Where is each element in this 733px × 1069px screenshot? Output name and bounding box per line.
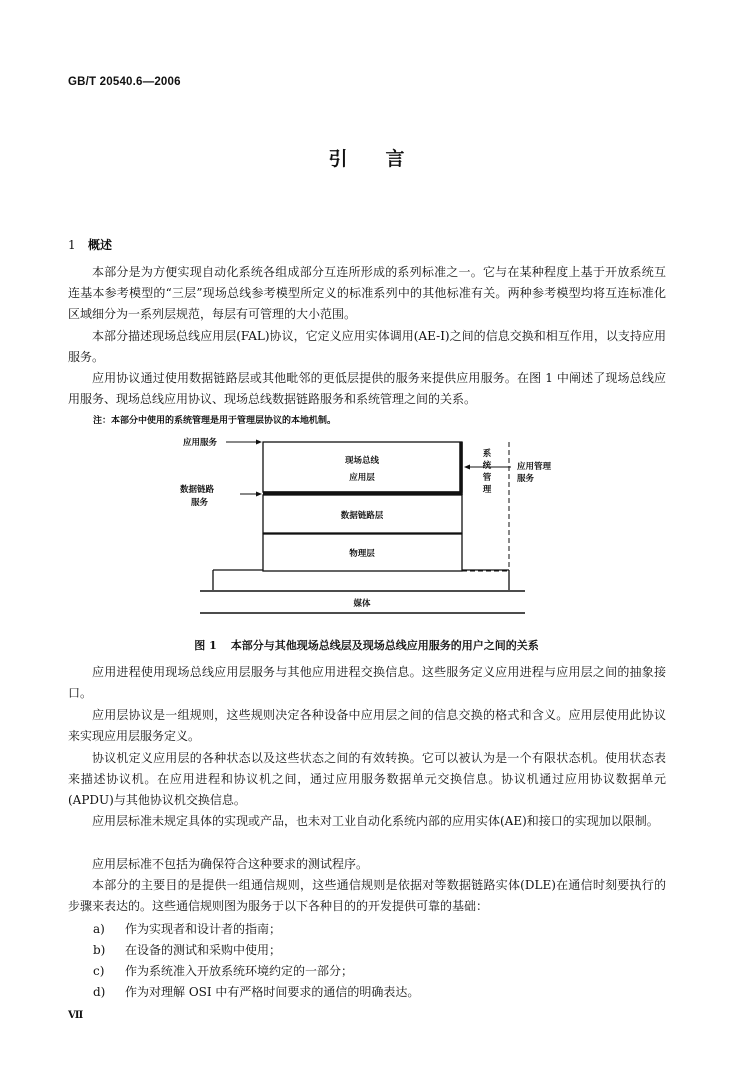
layer-diagram: [0, 428, 733, 628]
list-mark: c): [93, 964, 105, 978]
label-sysmgmt-3: 管: [482, 473, 492, 483]
note: 注：本部分中使用的系统管理是用于管理层协议的本地机制。: [93, 416, 337, 426]
list-mark: d): [93, 985, 106, 999]
label-sysmgmt-4: 理: [482, 485, 492, 495]
paragraph-body-2: 应用层协议是一组规则，这些规则决定各种设备中应用层之间的信息交换的格式和含义。应用层使用此协议来实现应用层服务定义。: [68, 708, 666, 744]
label-dl-service-1: 数据链路: [180, 485, 215, 495]
list-item: [93, 962, 353, 979]
list-mark: a): [93, 922, 105, 936]
fal-box: [263, 442, 462, 492]
paragraph-body-5: 应用层标准不包括为确保符合这种要求的测试程序。: [92, 857, 369, 871]
page-title: 引言: [328, 148, 443, 170]
label-medium: 媒体: [353, 599, 371, 609]
label-app-mgmt-2: 服务: [517, 474, 535, 484]
paragraph-intro-1: 本部分是为方便实现自动化系统各组成部分互连所形成的系列标准之一。它与在某种程度上基于开放系统互连基本参考模型的“三层”现场总线参考模型所定义的标准系列中的其他标准有关。两种参考模型均将互连标准化区域细分为一系列层规范，每层有可管理的大小范围。: [68, 265, 666, 322]
section-heading: [68, 236, 112, 253]
label-sysmgmt-1: 系: [482, 449, 492, 459]
label-fal-1: 现场总线: [344, 456, 380, 466]
figure-caption: [0, 637, 733, 653]
label-app-mgmt-1: 应用管理: [517, 462, 552, 472]
page-number: Ⅶ: [68, 1010, 84, 1021]
paragraph-body-6: 本部分的主要目的是提供一组通信规则，这些通信规则是依据对等数据链路实体(DLE)在通信时刻要执行的步骤来表达的。这些通信规则图为服务于以下各种目的的开发提供可靠的基础：: [68, 878, 666, 914]
list-mark: b): [93, 943, 106, 957]
list-text: 作为实现者和设计者的指南；: [125, 922, 282, 936]
arrowhead-icon: [256, 440, 262, 445]
figure-number: 图 1: [194, 639, 217, 652]
label-phy: 物理层: [349, 549, 375, 559]
list-item: [93, 920, 281, 937]
paragraph-body-1: 应用进程使用现场总线应用层服务与其他应用进程交换信息。这些服务定义应用进程与应用层之间的抽象接口。: [68, 665, 666, 701]
section-title: 概述: [88, 238, 113, 252]
paragraph-intro-2: 本部分描述现场总线应用层(FAL)协议，它定义应用实体调用(AE-I)之间的信息交换和相互作用，以支持应用服务。: [68, 329, 666, 365]
figure-caption-text: 本部分与其他现场总线层及现场总线应用服务的用户之间的关系: [230, 639, 539, 652]
label-dl-service-2: 服务: [191, 498, 209, 508]
list-text: 作为对理解 OSI 中有严格时间要求的通信的明确表达。: [125, 985, 420, 999]
list-item: [93, 941, 281, 958]
paragraph-body-4: 应用层标准未规定具体的实现或产品，也未对工业自动化系统内部的应用实体(AE)和接口的实现加以限制。: [92, 814, 659, 828]
list-item: [93, 983, 419, 1000]
arrowhead-icon: [256, 492, 262, 497]
section-number: 1: [68, 238, 76, 252]
list-text: 在设备的测试和采购中使用；: [125, 943, 282, 957]
paragraph-body-3: 协议机定义应用层的各种状态以及这些状态之间的有效转换。它可以被认为是一个有限状态机。使用状态表来描述协议机。在应用进程和协议机之间，通过应用服务数据单元交换信息。协议机通过应用协议数据单元(APDU)与其他协议机交换信息。: [68, 751, 666, 808]
label-fal-2: 应用层: [349, 473, 375, 483]
arrowhead-icon: [464, 465, 470, 470]
paragraph-intro-3: 应用协议通过使用数据链路层或其他毗邻的更低层提供的服务来提供应用服务。在图 1 中阐述了现场总线应用服务、现场总线应用协议、现场总线数据链路服务和系统管理之间的关系。: [68, 371, 666, 407]
document-code: GB/T 20540.6—2006: [68, 76, 181, 88]
label-sysmgmt-2: 统: [482, 461, 492, 471]
label-dll: 数据链路层: [340, 511, 384, 521]
label-app-service: 应用服务: [183, 438, 218, 448]
list-text: 作为系统准入开放系统环境约定的一部分；: [125, 964, 354, 978]
